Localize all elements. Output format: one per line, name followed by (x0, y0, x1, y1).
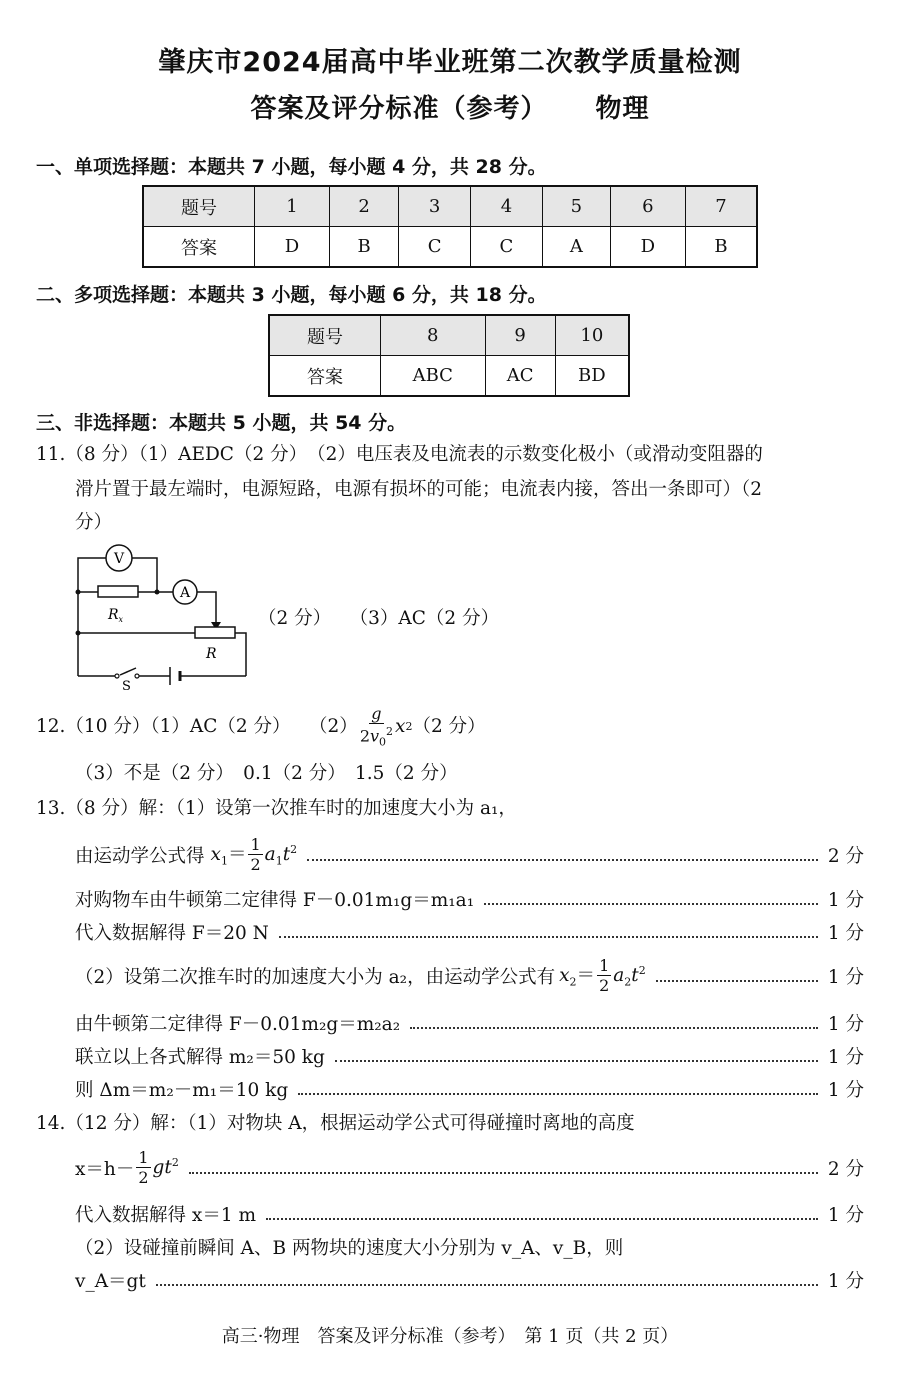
step-text: 联立以上各式解得 m₂＝50 kg (75, 1047, 325, 1068)
q14-step2 (75, 1200, 864, 1228)
step-formula: $x_1=$ $\frac{1}{2}$ $a_1t^2$ (210, 835, 298, 874)
leader-dots (156, 1284, 818, 1286)
multi-choice-table (268, 314, 630, 397)
q13-intro: 13.（8 分）解：（1）设第一次推车时的加速度大小为 a₁， (36, 798, 517, 819)
q13-step4 (75, 956, 864, 995)
svg-text:Rx (107, 607, 124, 624)
q11-line3: 分） (75, 512, 113, 533)
table-cell: B (685, 227, 757, 268)
table-cell: D (610, 227, 685, 268)
table-cell: D (255, 227, 330, 268)
rx-subscript: x (118, 615, 124, 624)
step-formula: $x_2=$ $\frac{1}{2}$ $a_2t^2$ (559, 956, 646, 995)
step-text: 代入数据解得 x＝1 m (75, 1205, 257, 1226)
q11-line1: 11.（8 分）（1）AEDC（2 分） （2）电压表及电流表的示数变化极小（或滑动变阻器的 (36, 444, 763, 465)
step-text: 则 Δm＝m₂－m₁＝10 kg (75, 1080, 289, 1101)
step-score: 1 分 (827, 1080, 864, 1101)
step-score: 1 分 (827, 890, 864, 911)
table-cell: 答案 (143, 227, 255, 268)
leader-dots (266, 1218, 818, 1220)
q14-intro: 14.（12 分）解：（1）对物块 A，根据运动学公式可得碰撞时离地的高度 (36, 1113, 635, 1134)
table-row (269, 315, 629, 356)
table-cell: A (542, 227, 610, 268)
table-cell: 6 (610, 186, 685, 227)
step-score: 2 分 (827, 1159, 864, 1180)
table-cell: 题号 (269, 315, 381, 356)
q12-formula: $\frac{g}{2v_0^2}$ (359, 704, 394, 749)
table-cell: 9 (485, 315, 555, 356)
q12-line1: 12.（10 分）（1）AC（2 分） （2） $\frac{g}{2v_0^2}$ x 2 （2 分） (36, 704, 486, 749)
subject-label: 物理 (595, 94, 650, 124)
document-subtitle (0, 88, 900, 125)
document-title: 肇庆市2024届高中毕业班第二次教学质量检测 (158, 47, 742, 78)
subtitle-text: 答案及评分标准（参考） (250, 94, 548, 124)
leader-dots (484, 903, 818, 905)
leader-dots (189, 1172, 818, 1174)
table-row (143, 227, 757, 268)
q11-line2: 滑片置于最左端时，电源短路，电源有损坏的可能；电流表内接，答出一条即可）（2 (75, 479, 763, 500)
q14-step3 (75, 1266, 864, 1294)
table-cell: BD (555, 356, 629, 397)
section3-heading: 三、非选择题：本题共 5 小题，共 54 分。 (36, 412, 407, 434)
leader-dots (410, 1027, 818, 1029)
table-cell: 2 (330, 186, 399, 227)
page-footer: 高三·物理 答案及评分标准（参考） 第 1 页（共 2 页） (221, 1326, 679, 1347)
section1-heading: 一、单项选择题：本题共 7 小题，每小题 4 分，共 28 分。 (36, 156, 547, 178)
table-cell: C (471, 227, 543, 268)
table-cell: 3 (399, 186, 471, 227)
q13-step5 (75, 1009, 864, 1037)
table-cell: 5 (542, 186, 610, 227)
q13-step6 (75, 1042, 864, 1070)
step-score: 1 分 (827, 1014, 864, 1035)
step-score: 1 分 (827, 1271, 864, 1292)
q13-step7 (75, 1075, 864, 1103)
table-row (269, 356, 629, 397)
step-score: 2 分 (827, 846, 864, 867)
table-cell: 1 (255, 186, 330, 227)
ammeter-label: A (179, 585, 191, 601)
single-choice-table (142, 185, 758, 268)
step-score: 1 分 (827, 1205, 864, 1226)
q13-step3 (75, 918, 864, 946)
step-text: 对购物车由牛顿第二定律得 F－0.01m₁g＝m₁a₁ (75, 890, 475, 911)
step-score: 1 分 (827, 967, 864, 988)
circuit-diagram (70, 540, 255, 690)
q14-step1 (75, 1150, 864, 1186)
q12-part1: 12.（10 分）（1）AC（2 分） （2） (36, 716, 358, 737)
q12-score: （2 分） (412, 716, 486, 737)
table-cell: 题号 (143, 186, 255, 227)
step-score: 1 分 (827, 923, 864, 944)
table-cell: 答案 (269, 356, 381, 397)
step-formula: $\frac{1}{2}$ $gt^2$ (138, 1148, 179, 1187)
voltmeter-label: V (113, 551, 125, 567)
q13-step2 (75, 885, 864, 913)
table-cell: C (399, 227, 471, 268)
table-cell: AC (485, 356, 555, 397)
leader-dots (656, 980, 818, 982)
step-text: 由牛顿第二定律得 F－0.01m₂g＝m₂a₂ (75, 1014, 401, 1035)
leader-dots (298, 1093, 818, 1095)
switch-label: S (122, 679, 131, 690)
step-text: x＝h－ (75, 1159, 135, 1180)
rx-label: R (108, 607, 119, 623)
table-cell: 10 (555, 315, 629, 356)
step-text: （2）设第二次推车时的加速度大小为 a₂，由运动学公式有 (75, 967, 556, 988)
table-cell: 8 (381, 315, 486, 356)
q11-after-circuit: （2 分） （3）AC（2 分） (258, 608, 500, 629)
section2-heading: 二、多项选择题：本题共 3 小题，每小题 6 分，共 18 分。 (36, 284, 547, 306)
leader-dots (335, 1060, 818, 1062)
step-text: v_A＝gt (75, 1271, 146, 1292)
rheostat-label: R (206, 646, 217, 662)
step-text: 由运动学公式得 (75, 846, 205, 867)
table-cell: ABC (381, 356, 486, 397)
leader-dots (307, 859, 818, 861)
leader-dots (279, 936, 818, 938)
table-cell: B (330, 227, 399, 268)
q13-step1 (75, 835, 864, 874)
step-score: 1 分 (827, 1047, 864, 1068)
table-cell: 4 (471, 186, 543, 227)
step-text: 代入数据解得 F＝20 N (75, 923, 269, 944)
table-row (143, 186, 757, 227)
table-cell: 7 (685, 186, 757, 227)
q14-line2: （2）设碰撞前瞬间 A、B 两物块的速度大小分别为 v_A、v_B，则 (75, 1238, 624, 1259)
q12-line2: （3）不是（2 分） 0.1（2 分） 1.5（2 分） (75, 763, 458, 784)
